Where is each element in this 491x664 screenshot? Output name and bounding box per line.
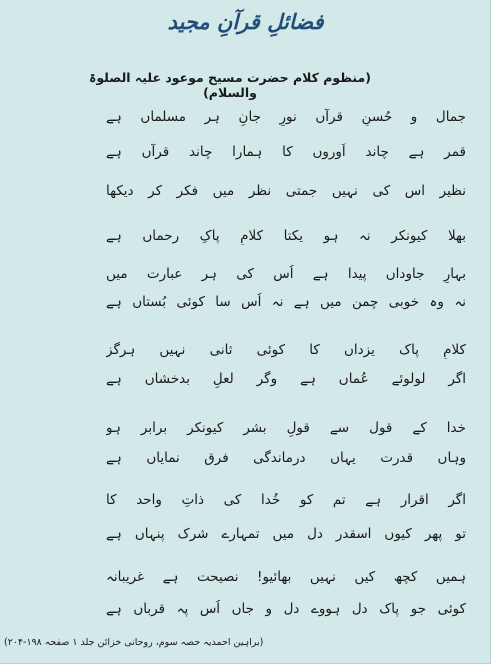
page-title: فضائلِ قرآنِ مجید xyxy=(167,10,324,34)
verse-line: جمال و حُسنِ قرآں نورِ جانِ ہر مسلماں ہے xyxy=(106,109,466,125)
verse-line: تو پھر کیوں اسقدر دل میں تمہارے شرک پنہاں ہے xyxy=(106,526,466,542)
verse-line: بہارِ جاوداں پیدا ہے اُس کی ہر عبارت میں xyxy=(106,266,466,282)
verse-line: بھلا کیونکر نہ ہو یکتا کلامِ پاکِ رحماں ہے xyxy=(106,228,466,244)
verse-line: خدا کے قول سے قولِ بشر کیونکر برابر ہو xyxy=(106,420,466,436)
verse-line: ہمیں کچھ کیں نہیں بھائیو! نصیحت ہے غریبانہ xyxy=(106,569,466,585)
verse-line: کلامِ پاک یزداں کا کوئی ثانی نہیں ہرگز xyxy=(106,342,466,358)
verse-line: وہاں قدرت یہاں درماندگی فرق نمایاں ہے xyxy=(106,450,466,466)
verse-line: نظیر اس کی نہیں جمتی نظر میں فکر کر دیکھا xyxy=(106,183,466,199)
verse-line: قمر ہے چاند اَوروں کا ہمارا چاند قرآں ہے xyxy=(106,144,466,160)
page-subtitle: (منظوم کلام حضرت مسیح موعود علیہ الصلوۃ والسلام) xyxy=(89,70,371,100)
verse-line: کوئی جو پاک دل ہووے دل و جاں اُس پہ قرباں ہے xyxy=(106,601,466,617)
verse-line: نہ وہ خوبی چمن میں ہے نہ اُس سا کوئی بُستاں ہے xyxy=(106,294,466,310)
verse-line: اگر لولوئے عُماں ہے وگر لعلِ بدخشاں ہے xyxy=(106,371,466,387)
verse-line: اگر اقرار ہے تم کو خُدا کی ذاتِ واحد کا xyxy=(106,492,466,508)
source-citation: (براہین احمدیہ حصہ سوم، روحانی خزائن جلد ۱ صفحہ ۱۹۸-۲۰۴) xyxy=(4,637,264,648)
